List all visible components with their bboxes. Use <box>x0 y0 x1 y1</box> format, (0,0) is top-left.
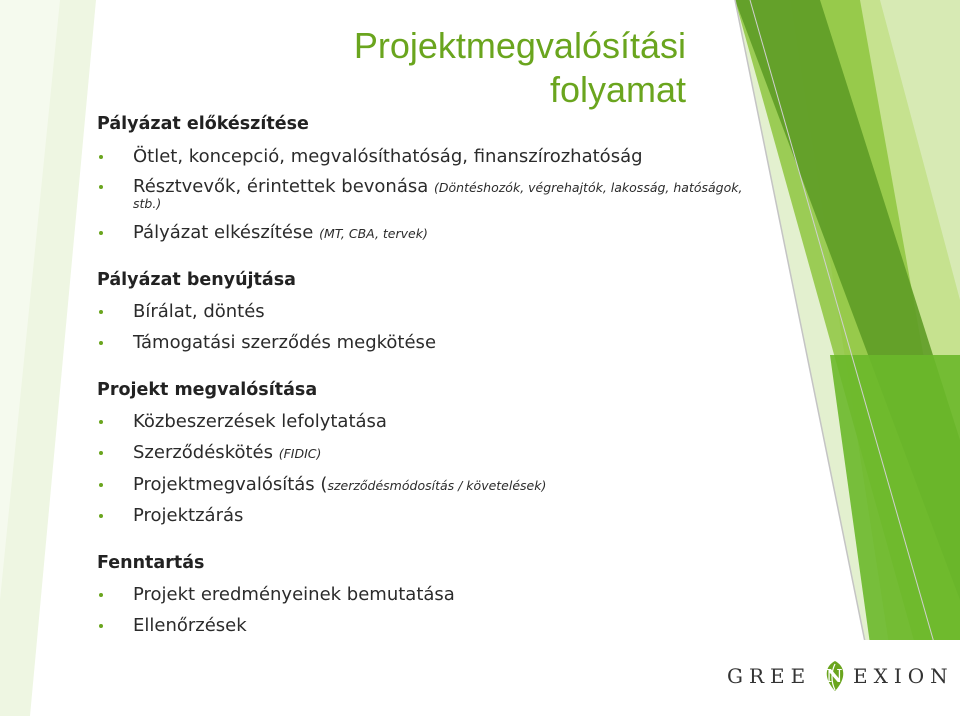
bullet-icon <box>99 420 103 424</box>
bullet-icon <box>99 155 103 159</box>
list-item-note: (MT, CBA, tervek) <box>319 226 428 241</box>
bullet-icon <box>99 593 103 597</box>
list-item-text: Támogatási szerződés megkötése <box>133 332 437 353</box>
list-item-text: Ellenőrzések <box>133 615 247 636</box>
bullet-icon <box>99 185 103 189</box>
slide-title-line-1: Projektmegvalósítási <box>353 25 686 66</box>
bullet-icon <box>99 514 103 518</box>
logo-text-left: GREE <box>727 664 812 688</box>
list-item-note: (FIDIC) <box>278 446 322 461</box>
section-heading: Projekt megvalósítása <box>97 380 318 400</box>
section-heading: Pályázat benyújtása <box>97 270 296 290</box>
list-item-text: Ötlet, koncepció, megvalósíthatóság, finanszírozhatóság <box>133 146 643 167</box>
bullet-icon <box>99 341 103 345</box>
bullet-icon <box>99 231 103 235</box>
slide-title <box>266 24 686 112</box>
list-item-text: Közbeszerzések lefolytatása <box>133 411 387 432</box>
list-item-text: Projektmegvalósítás ( <box>133 474 328 495</box>
list-item-text: Résztvevők, érintettek bevonása <box>133 176 434 197</box>
bullet-icon <box>99 624 103 628</box>
list-item-text: Projektzárás <box>133 505 244 526</box>
list-item-note: szerződésmódosítás / követelések) <box>327 478 547 493</box>
slide-title-line-2: folyamat <box>549 69 686 110</box>
section-heading: Pályázat előkészítése <box>97 114 309 134</box>
list-item-text: Pályázat elkészítése <box>133 222 320 243</box>
list-item-note-continued: stb.) <box>133 196 162 211</box>
bullet-icon <box>99 310 103 314</box>
list-item-text: Szerződéskötés <box>133 442 279 463</box>
list-item-note: (Döntéshozók, végrehajtók, lakosság, hatóságok, <box>434 180 743 195</box>
greenexion-logo <box>727 660 954 692</box>
bullet-icon <box>99 451 103 455</box>
list-item-text: Projekt eredményeinek bemutatása <box>133 584 455 605</box>
logo-text-mark: N <box>826 666 849 687</box>
bullet-icon <box>99 483 103 487</box>
list-item-text: Bírálat, döntés <box>133 301 265 322</box>
logo-text-right: EXION <box>853 664 954 688</box>
section-heading: Fenntartás <box>97 553 205 573</box>
